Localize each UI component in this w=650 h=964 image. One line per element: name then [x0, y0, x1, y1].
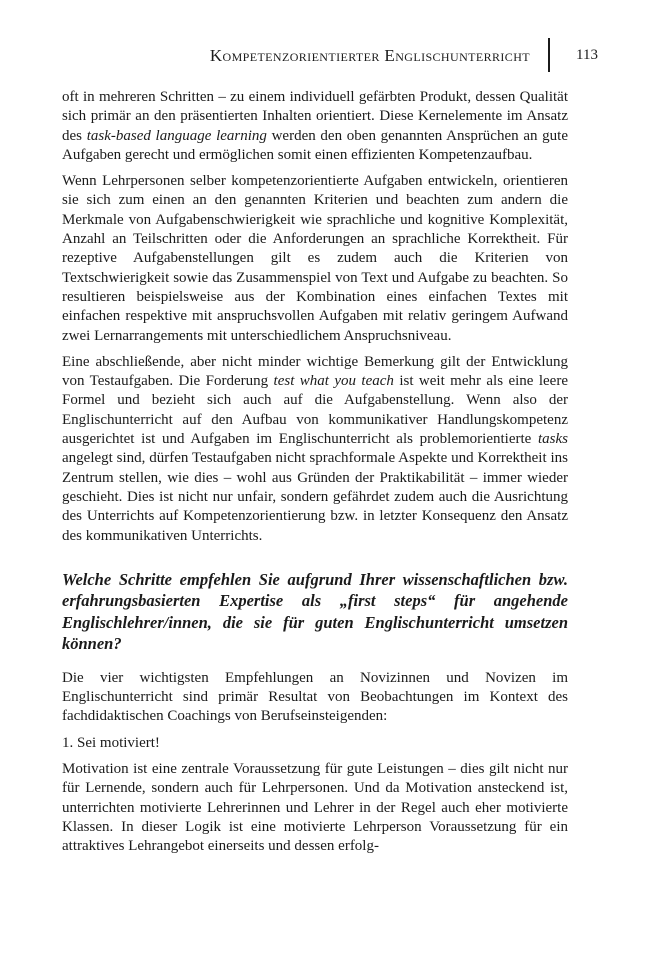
- paragraph-recommendations-intro: Die vier wichtigsten Empfehlungen an Novizinnen und Novizen im Englischunterricht sind primär Resultat von Beobachtungen im Kontext des fachdidaktischen Coachings von Berufseinsteigenden:: [62, 669, 568, 725]
- list-item-motivation: 1. Sei motiviert!: [62, 734, 160, 751]
- paragraph-test-tasks: [62, 353, 568, 546]
- paragraph-task-development: Wenn Lehrpersonen selber kompetenzorientierte Aufgaben entwickeln, orientieren sie sich zum einen an den genannten Kriterien und beachten zum andern die Merkmale von Aufgabenschwierigkeit wie sprachliche und kognitive Komplexität, Anzahl an Teilschritten oder die Anforderungen an sprachliche Korrektheit. Für rezeptive Aufgabenstellungen gilt es zudem auch die Kriterien von Textschwierigkeit sowie das Zusammenspiel von Text und Aufgabe zu beachten. So resultieren beispielsweise aus der Kombination eines einfachen Textes mit einfachen respektive mit anspruchsvollen Aufgaben mit relativ geringem Aufwand zwei Lernarrangements mit unterschiedlichem Anspruchsniveau.: [62, 173, 568, 344]
- italic-term: tasks: [538, 431, 568, 448]
- interview-question: Welche Schritte empfehlen Sie aufgrund Ihrer wissenschaftlichen bzw. erfahrungsbasierten Expertise als „first steps“ für angehende Englischlehrer/innen, die sie für guten Englischunterricht umsetzen können?: [62, 569, 568, 654]
- running-header: [62, 38, 598, 72]
- text-run: ist weit mehr als eine leere Formel und bezieht sich auch auf die Aufgabenstellung. Wenn also der Englischunterricht auf den Aufbau von kommunikativer Handlungskompetenz ausgerichtet ist und Aufgaben im Englischunterricht als problemorientierte: [62, 373, 568, 448]
- paragraph-task-based: [62, 88, 568, 165]
- italic-term: test what you teach: [273, 373, 394, 390]
- header-divider: [548, 38, 550, 72]
- text-run: Eine abschließende, aber nicht minder wichtige Bemerkung gilt der Entwicklung von Testaufgaben. Die Forderung: [62, 353, 568, 390]
- running-title: Kompetenzorientierter Englischunterricht: [209, 46, 530, 65]
- text-run: werden den oben genannten Ansprüchen an gute Aufgaben gerecht und ermöglichen somit einen effizienten Kompetenzaufbau.: [62, 127, 568, 163]
- text-run: oft in mehreren Schritten – zu einem individuell gefärbten Produkt, dessen Qualität sich primär an den präsentierten Inhalten orientiert. Diese Kernelemente im Ansatz des: [62, 89, 568, 144]
- page-number: 113: [576, 47, 598, 63]
- text-run: angelegt sind, dürfen Testaufgaben nicht sprachformale Aspekte und Korrektheit ins Zentrum stellen, wie dies – wohl aus Gründen der Praktikabilität – immer wieder geschieht. Dies ist nicht nur unfair, sondern gefährdet zudem auch die Ausrichtung des Unterrichts auf Kompetenzorientierung bzw. in letzter Konsequenz den Ansatz des kommunikativen Unterrichts.: [62, 450, 568, 544]
- paragraph-motivation: Motivation ist eine zentrale Voraussetzung für gute Leistungen – dies gilt nicht nur für Lernende, sondern auch für Lehrpersonen. Und da Motivation ansteckend ist, unterrichten motivierte Lehrerinnen und Lehrer in der Regel auch eher motivierte Klassen. In dieser Logik ist eine motivierte Lehrperson Voraussetzung für ein attraktives Lehrangebot einerseits und dessen erfolg-: [62, 761, 568, 855]
- page-body: [62, 88, 568, 864]
- italic-term: task-based language learning: [86, 127, 267, 144]
